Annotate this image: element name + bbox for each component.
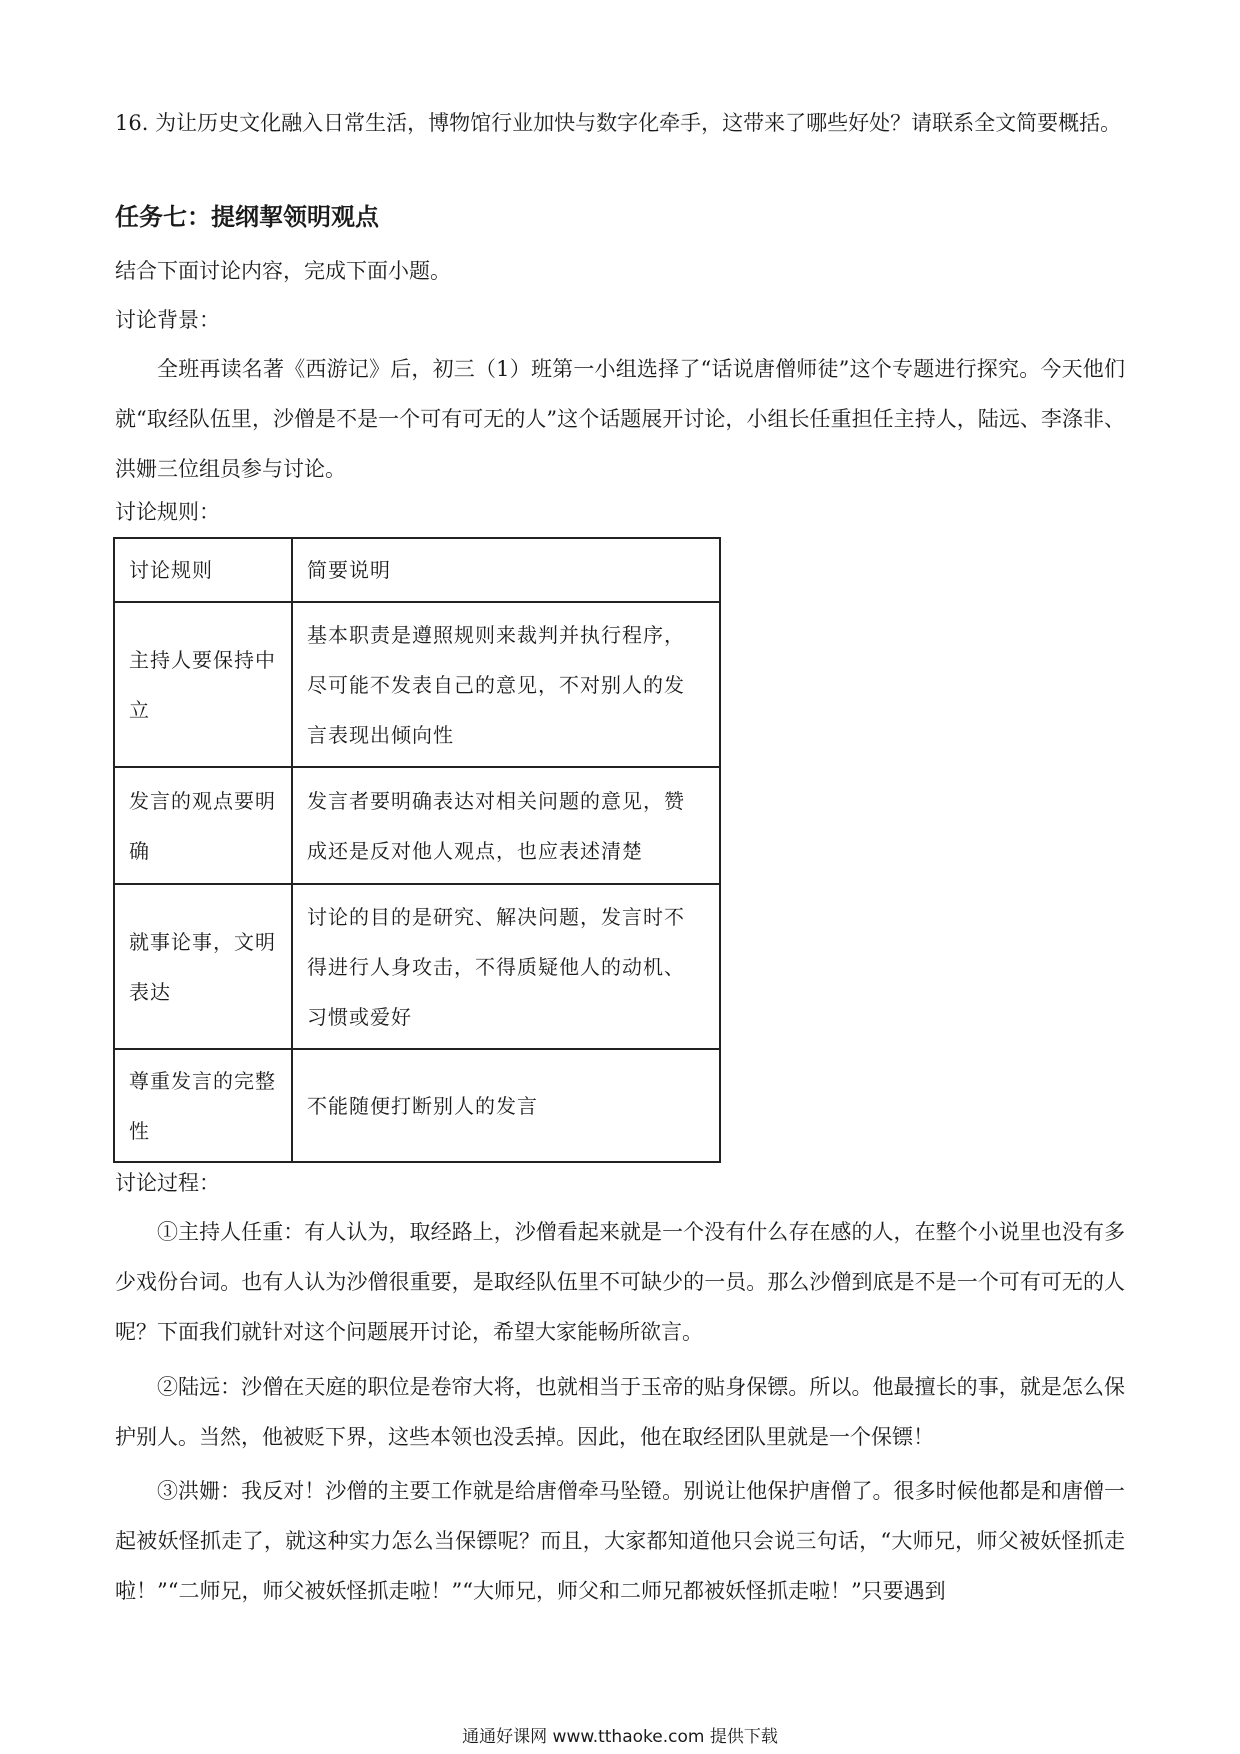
description-cell: 不能随便打断别人的发言	[292, 1049, 720, 1162]
table-row	[114, 1049, 720, 1162]
table-header-cell: 简要说明	[292, 538, 720, 602]
rule-cell: 尊重发言的完整性	[114, 1049, 292, 1162]
description-cell: 基本职责是遵照规则来裁判并执行程序，尽可能不发表自己的意见，不对别人的发言表现出倾向性	[292, 602, 720, 767]
rule-cell: 就事论事，文明表达	[114, 884, 292, 1049]
discussion-rules-table	[113, 537, 721, 1163]
process-paragraph-2: ②陆远：沙僧在天庭的职位是卷帘大将，也就相当于玉帝的贴身保镖。所以。他最擅长的事，就是怎么保护别人。当然，他被贬下界，这些本领也没丢掉。因此，他在取经团队里就是一个保镖！	[115, 1375, 1125, 1449]
background-paragraph: 全班再读名著《西游记》后，初三（1）班第一小组选择了“话说唐僧师徒”这个专题进行探究。今天他们就“取经队伍里，沙僧是不是一个可有可无的人”这个话题展开讨论，小组长任重担任主持人，陆远、李涤非、洪姗三位组员参与讨论。	[115, 357, 1125, 481]
background-label: 讨论背景：	[115, 308, 220, 332]
table-row	[114, 602, 720, 767]
page-footer: 通通好课网 www.tthaoke.com 提供下载	[462, 1727, 778, 1747]
rules-label: 讨论规则：	[115, 500, 220, 524]
process-label: 讨论过程：	[115, 1171, 220, 1195]
description-cell: 讨论的目的是研究、解决问题，发言时不得进行人身攻击，不得质疑他人的动机、习惯或爱好	[292, 884, 720, 1049]
process-paragraph-1: ①主持人任重：有人认为，取经路上，沙僧看起来就是一个没有什么存在感的人，在整个小说里也没有多少戏份台词。也有人认为沙僧很重要，是取经队伍里不可缺少的一员。那么沙僧到底是不是一个可有可无的人呢？下面我们就针对这个问题展开讨论，希望大家能畅所欲言。	[115, 1220, 1125, 1344]
question-16: 16. 为让历史文化融入日常生活，博物馆行业加快与数字化牵手，这带来了哪些好处？请联系全文简要概括。	[115, 111, 1122, 135]
rule-cell: 主持人要保持中立	[114, 602, 292, 767]
table-row	[114, 884, 720, 1049]
table-row	[114, 767, 720, 884]
table-header-cell: 讨论规则	[114, 538, 292, 602]
instruction-text: 结合下面讨论内容，完成下面小题。	[115, 259, 451, 283]
table-header-row	[114, 538, 720, 602]
rule-cell: 发言的观点要明确	[114, 767, 292, 884]
task-7-heading: 任务七：提纲挈领明观点	[115, 203, 379, 231]
description-cell: 发言者要明确表达对相关问题的意见，赞成还是反对他人观点，也应表述清楚	[292, 767, 720, 884]
process-paragraph-3: ③洪姗：我反对！沙僧的主要工作就是给唐僧牵马坠镫。别说让他保护唐僧了。很多时候他都是和唐僧一起被妖怪抓走了，就这种实力怎么当保镖呢？而且，大家都知道他只会说三句话，“大师兄，师父被妖怪抓走啦！”“二师兄，师父被妖怪抓走啦！”“大师兄，师父和二师兄都被妖怪抓走啦！”只要遇到	[115, 1479, 1125, 1603]
